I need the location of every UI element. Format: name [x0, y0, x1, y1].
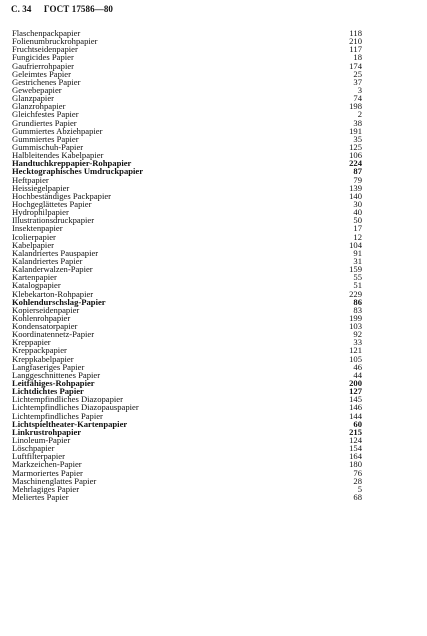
entry-number: 25 [353, 68, 362, 79]
entry-term: Geleimtes Papier [12, 68, 71, 79]
entry-number: 31 [353, 255, 362, 266]
index-entry [12, 216, 362, 224]
entry-term: Folienumbruckrohpapier [12, 36, 98, 47]
entry-number: 199 [349, 312, 362, 323]
entry-term: Heftpapier [12, 174, 49, 185]
entry-term: Hochbeständiges Packpapier [12, 190, 112, 201]
entry-term: Linoleum-Papier [12, 435, 71, 446]
entry-term: Koordinatennetz-Papier [12, 329, 95, 340]
entry-number: 51 [353, 280, 362, 291]
entry-number: 139 [349, 182, 362, 193]
index-entry [12, 86, 362, 94]
entry-term: Linkrustrohpapier [12, 426, 82, 437]
entry-number: 3 [357, 84, 362, 95]
entry-number: 76 [353, 467, 362, 478]
entry-number: 106 [349, 150, 362, 161]
entry-number: 144 [349, 410, 362, 421]
entry-number: 215 [349, 426, 362, 437]
entry-term: Handtuchkreppapier-Rohpapier [12, 158, 132, 169]
entry-number: 17 [353, 223, 362, 234]
entry-number: 210 [349, 36, 362, 47]
entry-term: Glanzrohpapier [12, 101, 66, 112]
entry-number: 86 [353, 296, 362, 307]
entry-term: Illustrationsdruckpapier [12, 215, 95, 226]
entry-term: Gaufrierrohpapier [12, 60, 75, 71]
entry-number: 92 [353, 329, 362, 340]
entry-term: Marmoriertes Papier [12, 467, 83, 478]
entry-number: 198 [349, 101, 362, 112]
term-index-list [12, 29, 362, 501]
entry-number: 118 [349, 28, 362, 38]
entry-term: Lichtspieltheater-Kartenpapier [12, 418, 128, 429]
entry-number: 2 [357, 109, 362, 120]
entry-term: Lichtdichtes Papier [12, 386, 84, 397]
entry-term: Hecktographisches Umdruckpapier [12, 166, 144, 177]
entry-term: Kreppkabelpapier [12, 353, 74, 364]
standard-title: ГОСТ 17586—80 [43, 4, 114, 14]
page-header [11, 4, 113, 14]
entry-number: 104 [349, 239, 362, 250]
entry-term: Maschinenglattes Papier [12, 475, 97, 486]
entry-number: 229 [349, 288, 362, 299]
entry-number: 91 [353, 247, 362, 258]
entry-number: 30 [353, 198, 362, 209]
entry-number: 50 [353, 215, 362, 226]
entry-term: Grundiertes Papier [12, 117, 77, 128]
entry-term: Markzeichen-Papier [12, 459, 82, 470]
index-entry [12, 330, 362, 338]
entry-term: Katalogpapier [12, 280, 61, 291]
entry-number: 74 [353, 93, 362, 104]
entry-number: 145 [349, 394, 362, 405]
entry-term: Kohlendurschslag-Papier [12, 296, 106, 307]
entry-number: 18 [353, 52, 362, 63]
index-entry [12, 233, 362, 241]
index-entry [12, 167, 362, 175]
entry-number: 33 [353, 337, 362, 348]
entry-term: Löschpapier [12, 443, 55, 454]
entry-number: 87 [353, 166, 362, 177]
entry-term: Gleichfestes Papier [12, 109, 79, 120]
page-number: С. 34 [11, 4, 32, 14]
entry-term: Kohlenrohpapier [12, 312, 71, 323]
entry-number: 44 [353, 369, 362, 380]
entry-number: 121 [349, 345, 362, 356]
entry-term: Lichtempfindliches Diazopauspapier [12, 402, 139, 413]
entry-term: Kopierseidenpapier [12, 304, 80, 315]
entry-term: Gummischuh-Papier [12, 141, 84, 152]
entry-number: 127 [349, 386, 362, 397]
entry-term: Flaschenpackpapier [12, 28, 81, 38]
entry-term: Gummiertes Papier [12, 133, 79, 144]
entry-term: Heissiegelpapier [12, 182, 70, 193]
entry-term: Glanzpapier [12, 93, 54, 104]
entry-number: 105 [349, 353, 362, 364]
entry-number: 5 [357, 483, 362, 494]
entry-number: 224 [349, 158, 362, 169]
entry-term: Kreppapier [12, 337, 51, 348]
entry-term: Meliertes Papier [12, 492, 69, 503]
entry-term: Lichtempfindliches Papier [12, 410, 103, 421]
entry-number: 60 [353, 418, 362, 429]
entry-number: 164 [349, 451, 362, 462]
entry-number: 146 [349, 402, 362, 413]
entry-term: Gestrichenes Papier [12, 76, 81, 87]
entry-number: 154 [349, 443, 362, 454]
entry-term: Mehrlagiges Papier [12, 483, 80, 494]
entry-number: 35 [353, 133, 362, 144]
entry-term: Kabelpapier [12, 239, 54, 250]
entry-term: Kalandriertes Papier [12, 255, 83, 266]
entry-term: Kartenpapier [12, 272, 57, 283]
entry-term: Leitfähiges-Rohpapier [12, 378, 95, 389]
entry-term: Langgeschnittenes Papier [12, 369, 101, 380]
entry-term: Klebekarton-Rohpapier [12, 288, 94, 299]
entry-number: 200 [349, 378, 362, 389]
entry-number: 174 [349, 60, 362, 71]
entry-number: 180 [349, 459, 362, 470]
entry-number: 117 [349, 44, 362, 55]
index-entry [12, 224, 362, 232]
entry-number: 191 [349, 125, 362, 136]
entry-term: Gewebepapier [12, 84, 62, 95]
entry-number: 40 [353, 207, 362, 218]
entry-term: Insektenpapier [12, 223, 63, 234]
entry-number: 55 [353, 272, 362, 283]
entry-term: Icolierpapier [12, 231, 56, 242]
entry-term: Halbleitendes Kabelpapier [12, 150, 104, 161]
index-entry [12, 273, 362, 281]
entry-term: Gummiertes Abziehpapier [12, 125, 103, 136]
entry-number: 28 [353, 475, 362, 486]
entry-term: Luftfilterpapier [12, 451, 65, 462]
entry-term: Kalanderwalzen-Papier [12, 264, 93, 275]
entry-number: 12 [353, 231, 362, 242]
entry-term: Lichtempfindliches Diazopapier [12, 394, 123, 405]
entry-number: 159 [349, 264, 362, 275]
entry-number: 103 [349, 321, 362, 332]
entry-term: Hydrophilpapier [12, 207, 69, 218]
entry-term: Fungicides Papier [12, 52, 74, 63]
entry-number: 125 [349, 141, 362, 152]
index-entry [12, 493, 362, 501]
entry-term: Kondensatorpapier [12, 321, 78, 332]
index-entry [12, 436, 362, 444]
entry-term: Kalandriertes Pauspapier [12, 247, 99, 258]
entry-number: 37 [353, 76, 362, 87]
entry-number: 140 [349, 190, 362, 201]
entry-number: 46 [353, 361, 362, 372]
entry-term: Fruchtseidenpapier [12, 44, 78, 55]
entry-number: 68 [353, 492, 362, 503]
entry-number: 83 [353, 304, 362, 315]
entry-term: Langfaseriges Papier [12, 361, 85, 372]
entry-term: Kreppackpapier [12, 345, 67, 356]
entry-number: 79 [353, 174, 362, 185]
entry-term: Hochgeglättetes Papier [12, 198, 92, 209]
entry-number: 124 [349, 435, 362, 446]
entry-number: 38 [353, 117, 362, 128]
index-entry [12, 265, 362, 273]
index-entry [12, 78, 362, 86]
